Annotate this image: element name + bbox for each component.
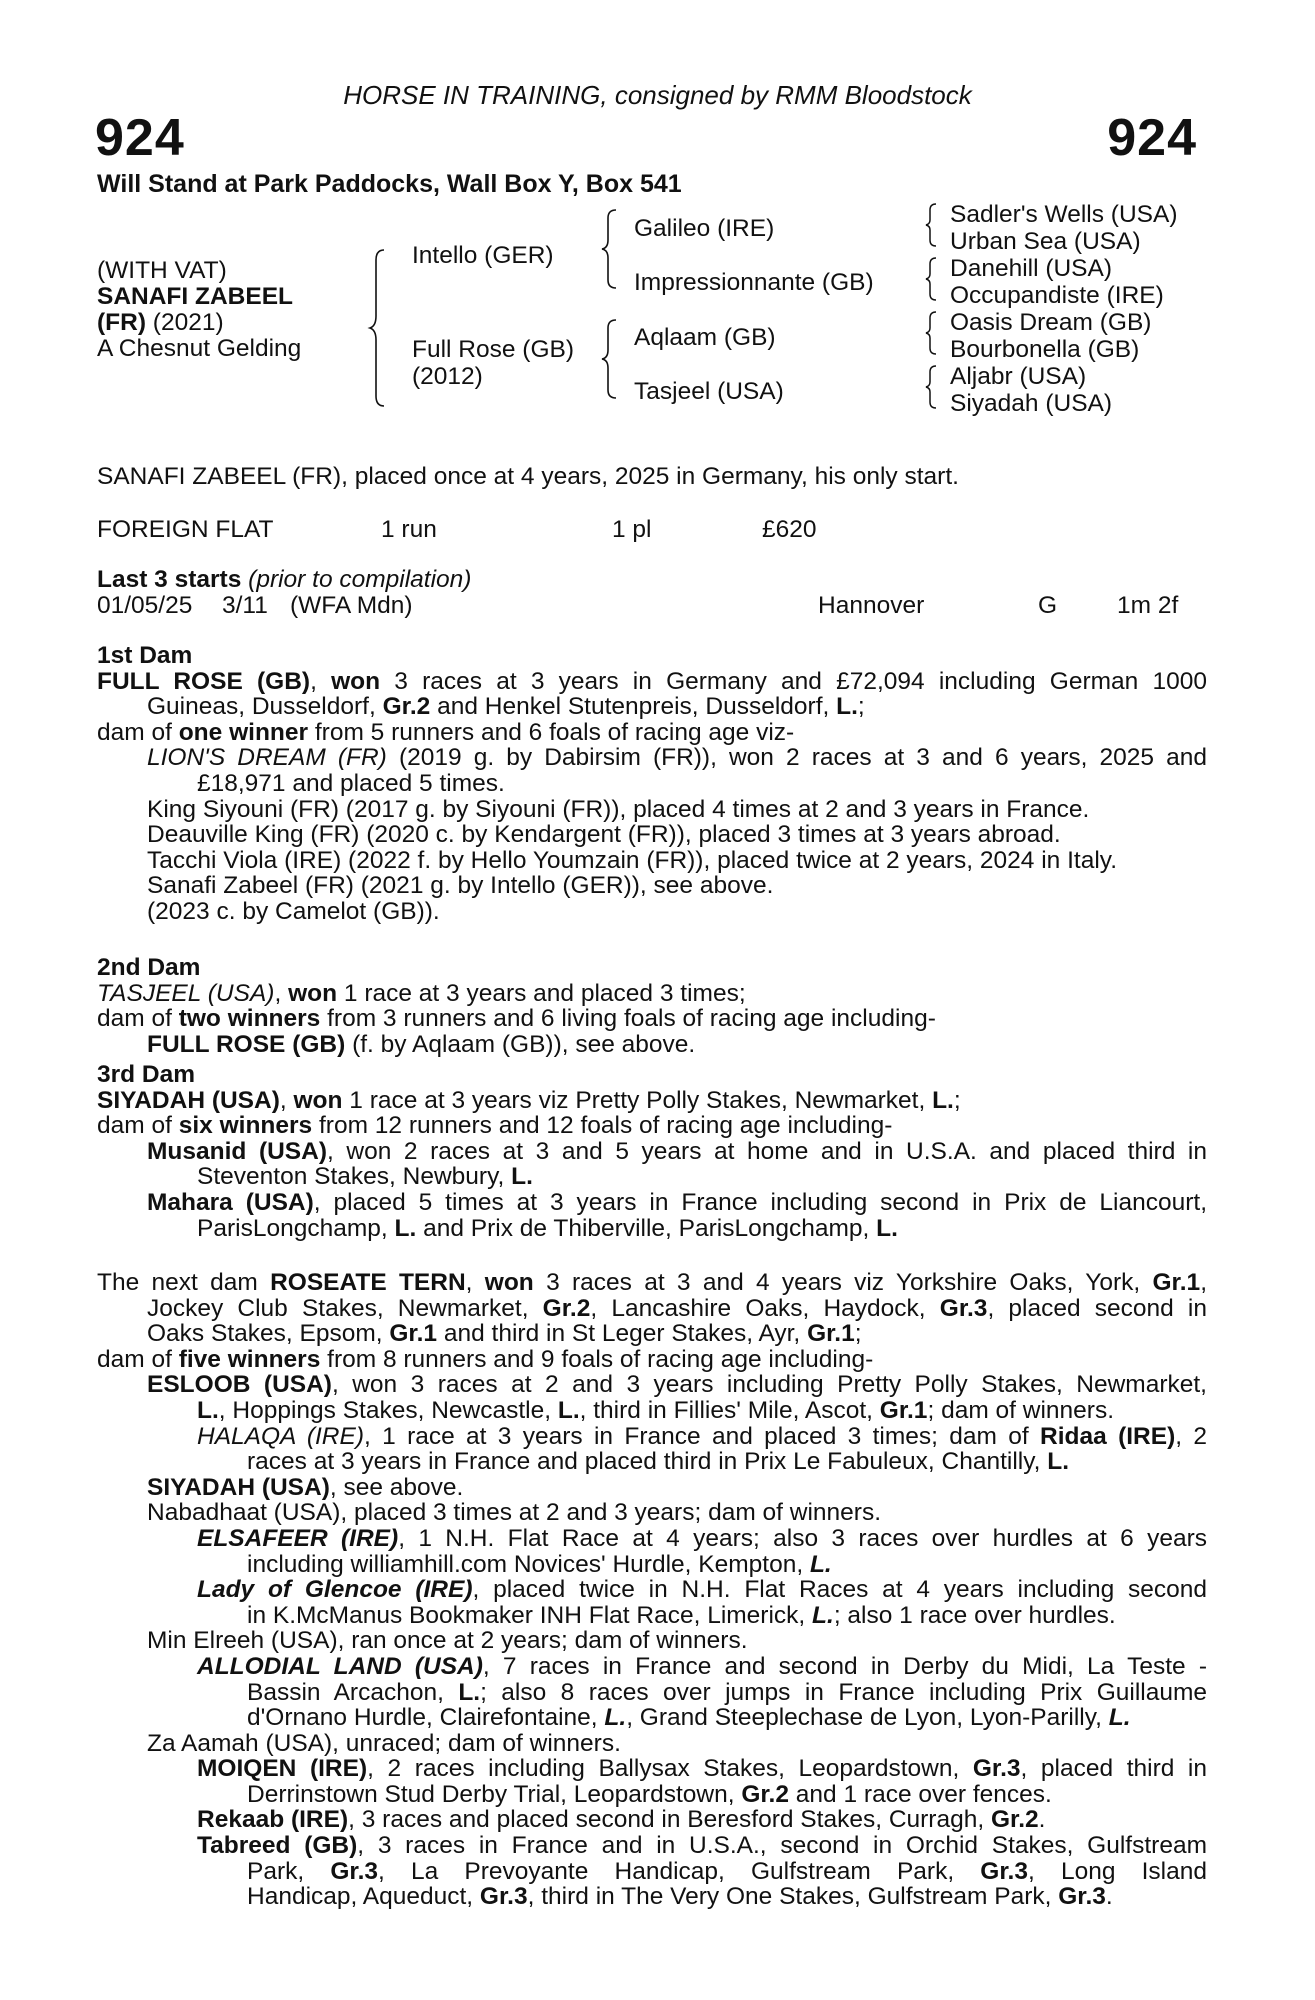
next-dam-line xyxy=(97,1680,1207,1706)
next-dam-text: , placed second in xyxy=(987,1294,1207,1322)
sire-dam-brace xyxy=(368,248,388,408)
first-dam-text: and Henkel Stutenpreis, Dusseldorf, xyxy=(430,693,837,721)
next-dam-text: , 3 races in France and in U.S.A., second in Orchid Stakes, Gulfstream xyxy=(357,1832,1207,1860)
second-dam-text: from 3 runners and 6 living foals of racing age including- xyxy=(320,1005,936,1033)
next-dam-line xyxy=(97,1884,1207,1910)
next-dam-text: , 7 races in France and second in Derby du Midi, La Teste - xyxy=(482,1652,1207,1680)
third-dam-text: 1 race at 3 years viz Pretty Polly Stakes, Newmarket, xyxy=(342,1086,933,1114)
next-dam-text: in K.McManus Bookmaker INH Flat Race, Limerick, xyxy=(247,1601,813,1629)
grade-label: Gr.3 xyxy=(980,1857,1028,1885)
pedigree-ssd: Urban Sea (USA) xyxy=(950,228,1141,255)
third-dam-text: Steventon Stakes, Newbury, xyxy=(197,1163,512,1191)
next-dam-line xyxy=(97,1424,1207,1450)
record-runs: 1 run xyxy=(381,516,437,543)
pedigree-sire-dam: Impressionnante (GB) xyxy=(634,269,874,296)
offspring-name: HALAQA (IRE) xyxy=(197,1422,364,1450)
lot-number-left: 924 xyxy=(95,109,185,167)
offspring-name: ELSAFEER (IRE) xyxy=(197,1524,399,1552)
pedigree-sss: Sadler's Wells (USA) xyxy=(950,201,1178,228)
offspring-name: MOIQEN (IRE) xyxy=(197,1755,368,1783)
next-dam-text: ; xyxy=(854,1320,862,1348)
first-dam-heading: 1st Dam xyxy=(97,642,193,669)
second-dam-winners: two winners xyxy=(178,1005,321,1033)
next-dam-name: ROSEATE TERN xyxy=(270,1269,466,1296)
third-dam-text: , won 2 races at 3 and 5 years at home and in U.S.A. and placed third in xyxy=(327,1137,1207,1165)
next-dam-line xyxy=(97,1859,1207,1885)
first-dam-won: won xyxy=(331,667,381,695)
first-dam-line: (2023 c. by Camelot (GB)). xyxy=(147,897,440,925)
next-dam-text: , Long Island xyxy=(1027,1857,1207,1885)
next-dam-text: , 3 races and placed second in Beresford Stakes, Curragh, xyxy=(348,1806,991,1834)
offspring-name: Ridaa (IRE) xyxy=(1040,1422,1176,1450)
next-dam-text: including williamhill.com Novices' Hurdle, Kempton, xyxy=(247,1550,810,1578)
last3-subtitle: (prior to compilation) xyxy=(241,566,472,593)
first-dam-line: FULL ROSE (GB), won 3 races at 3 years in Germany and £72,094 including German 1000 xyxy=(97,667,1207,695)
second-dam-text: dam of xyxy=(97,1005,179,1033)
listed-label: L. xyxy=(557,1396,580,1424)
pedigree-dss: Oasis Dream (GB) xyxy=(950,309,1152,336)
pedigree-sire: Intello (GER) xyxy=(412,242,554,269)
third-dam-winners: six winners xyxy=(178,1112,313,1140)
next-dam-line xyxy=(97,1577,1207,1603)
next-dam-line xyxy=(97,1372,1207,1398)
second-dam-text: 1 race at 3 years and placed 3 times; xyxy=(337,979,746,1007)
third-dam-text: ; xyxy=(953,1086,961,1114)
last3-race: (WFA Mdn) xyxy=(290,592,413,619)
grade-label: Gr.3 xyxy=(939,1294,988,1322)
page-header: HORSE IN TRAINING, consigned by RMM Bloodstock xyxy=(343,80,972,110)
next-dam-line xyxy=(97,1654,1207,1680)
record-placed: 1 pl xyxy=(612,516,652,543)
next-dam-line xyxy=(97,1321,1207,1347)
listed-label: L. xyxy=(932,1086,954,1114)
listed-label: L. xyxy=(1108,1704,1131,1732)
second-dam-line xyxy=(97,1032,1207,1058)
third-dam-text: ParisLongchamp, xyxy=(197,1214,395,1242)
next-dam-line xyxy=(97,1398,1207,1424)
ss-brace xyxy=(924,202,940,248)
offspring-name: FULL ROSE (GB) xyxy=(147,1030,346,1058)
record-label: FOREIGN FLAT xyxy=(97,516,274,543)
next-dam-text: The next dam xyxy=(97,1269,271,1296)
last3-distance: 1m 2f xyxy=(1117,592,1179,619)
grade-label: Gr.2 xyxy=(382,693,431,721)
next-dam-text: Park, xyxy=(247,1857,331,1885)
next-dam-line xyxy=(97,1552,1207,1578)
next-dam-line xyxy=(97,1705,1207,1731)
next-dam-text: , Grand Steeplechase de Lyon, Lyon-Parilly, xyxy=(626,1704,1109,1732)
next-dam-text: ; dam of winners. xyxy=(927,1396,1115,1424)
sd-brace xyxy=(924,256,940,302)
first-dam-line: Sanafi Zabeel (FR) (2021 g. by Intello (GER)), see above. xyxy=(147,872,774,900)
first-dam-section xyxy=(97,643,1207,925)
next-dam-line: Za Aamah (USA), unraced; dam of winners. xyxy=(147,1729,621,1757)
second-dam-line: TASJEEL (USA), won 1 race at 3 years and placed 3 times; xyxy=(97,979,746,1007)
last3-going: G xyxy=(1038,592,1058,619)
offspring-name: ESLOOB (USA) xyxy=(147,1371,332,1399)
horse-name-suffix xyxy=(97,310,224,336)
next-dam-text: Bassin Arcachon, xyxy=(247,1678,459,1706)
next-dam-text: and third in St Leger Stakes, Ayr, xyxy=(437,1320,808,1348)
next-dam-winners: five winners xyxy=(178,1345,321,1373)
next-dam-text: , Lancashire Oaks, Haydock, xyxy=(590,1294,940,1322)
first-dam-line: £18,971 and placed 5 times. xyxy=(197,769,505,797)
third-dam-heading: 3rd Dam xyxy=(97,1061,196,1088)
next-dam-text: d'Ornano Hurdle, Clairefontaine, xyxy=(247,1704,605,1732)
next-dam-line xyxy=(97,1782,1207,1808)
listed-label: L. xyxy=(394,1214,417,1242)
third-dam-line xyxy=(97,1164,1207,1190)
next-dam-text: races at 3 years in France and placed third in Prix Le Fabuleux, Chantilly, xyxy=(247,1448,1048,1476)
last3-position: 3/11 xyxy=(222,592,268,619)
offspring-name: Rekaab (IRE) xyxy=(197,1806,349,1834)
next-dam-line xyxy=(97,1296,1207,1322)
third-dam-won: won xyxy=(293,1086,343,1114)
next-dam-text: , 1 N.H. Flat Race at 4 years; also 3 races over hurdles at 6 years xyxy=(398,1524,1207,1552)
grade-label: Gr.2 xyxy=(990,1806,1039,1834)
second-dam-line xyxy=(97,1006,1207,1032)
grade-label: Gr.3 xyxy=(479,1883,528,1911)
next-dam-text: , Hoppings Stakes, Newcastle, xyxy=(218,1396,558,1424)
pedigree-dam-year: (2012) xyxy=(412,363,483,390)
first-dam-line xyxy=(97,745,1207,771)
offspring-name: ALLODIAL LAND (USA) xyxy=(197,1652,483,1680)
pedigree-sire-sire: Galileo (IRE) xyxy=(634,215,775,242)
listed-label: L. xyxy=(812,1601,834,1629)
sire-parents-brace xyxy=(600,208,620,290)
next-dam-text: Jockey Club Stakes, Newmarket, xyxy=(147,1294,543,1322)
next-dam-text: , 2 races including Ballysax Stakes, Leopardstown, xyxy=(367,1755,973,1783)
pedigree-dam: Full Rose (GB) xyxy=(412,336,575,363)
first-dam-text: 3 races at 3 years in Germany and £72,094 including German 1000 xyxy=(380,667,1207,695)
next-dam-text: ; also 8 races over jumps in France including Prix Guillaume xyxy=(480,1678,1207,1706)
first-dam-text: ; xyxy=(857,693,865,721)
listed-label: L. xyxy=(1047,1448,1070,1476)
grade-label: Gr.3 xyxy=(330,1857,379,1885)
vat-note: (WITH VAT) xyxy=(97,257,227,284)
third-dam-line xyxy=(97,1190,1207,1216)
listed-label: L. xyxy=(604,1704,627,1732)
last3-title: Last 3 starts xyxy=(97,566,242,593)
next-dam-line xyxy=(97,1603,1207,1629)
next-dam-text: , placed twice in N.H. Flat Races at 4 years including second xyxy=(472,1576,1207,1604)
next-dam-text: Oaks Stakes, Epsom, xyxy=(147,1320,390,1348)
pedigree-sdd: Occupandiste (IRE) xyxy=(950,282,1164,309)
pedigree-dds: Aljabr (USA) xyxy=(950,363,1087,390)
summary-line: SANAFI ZABEEL (FR), placed once at 4 years, 2025 in Germany, his only start. xyxy=(97,463,959,490)
second-dam-name: TASJEEL (USA) xyxy=(97,979,275,1007)
first-dam-text: dam of xyxy=(97,718,179,746)
third-dam-text: , placed 5 times at 3 years in France including second in Prix de Liancourt, xyxy=(313,1188,1207,1216)
first-dam-text: from 5 runners and 6 foals of racing age viz- xyxy=(308,718,795,746)
grade-label: Gr.3 xyxy=(1058,1883,1106,1911)
next-dam-text: dam of xyxy=(97,1345,179,1373)
pedigree-dam-sire: Aqlaam (GB) xyxy=(634,324,776,351)
next-dam-line xyxy=(97,1347,1207,1373)
next-dam-line xyxy=(97,1807,1207,1833)
offspring-name: Lady of Glencoe (IRE) xyxy=(197,1576,473,1604)
offspring-name: Musanid (USA) xyxy=(147,1137,327,1165)
dam-parents-brace xyxy=(600,318,620,400)
next-dam-text: , 1 race at 3 years in France and placed 3 times; dam of xyxy=(363,1422,1041,1450)
next-dam-line: Nabadhaat (USA), placed 3 times at 2 and 3 years; dam of winners. xyxy=(147,1499,882,1527)
second-dam-text: (f. by Aqlaam (GB)), see above. xyxy=(345,1030,696,1058)
next-dam-line: Min Elreeh (USA), ran once at 2 years; dam of winners. xyxy=(147,1627,748,1655)
third-dam-text: from 12 runners and 12 foals of racing age including- xyxy=(312,1112,893,1140)
horse-description: A Chesnut Gelding xyxy=(97,335,302,362)
grade-label: Gr.1 xyxy=(807,1320,855,1348)
third-dam-section xyxy=(97,1062,1207,1241)
listed-label: L. xyxy=(876,1214,898,1242)
next-dam-text: from 8 runners and 9 foals of racing age including- xyxy=(320,1345,874,1373)
third-dam-name: SIYADAH (USA) xyxy=(97,1086,280,1114)
third-dam-line xyxy=(97,1139,1207,1165)
pedigree-ddd: Siyadah (USA) xyxy=(950,390,1113,417)
next-dam-text: ; also 1 race over hurdles. xyxy=(833,1601,1116,1629)
first-dam-line xyxy=(97,720,1207,746)
third-dam-line: SIYADAH (USA), won 1 race at 3 years viz Pretty Polly Stakes, Newmarket, L.; xyxy=(97,1086,961,1114)
first-dam-winners: one winner xyxy=(178,718,309,746)
next-dam-text: , placed third in xyxy=(1020,1755,1208,1783)
pedigree-dam-dam: Tasjeel (USA) xyxy=(634,378,784,405)
next-dam-line: The next dam ROSEATE TERN, won 3 races at 3 and 4 years viz Yorkshire Oaks, York, Gr.1, xyxy=(97,1269,1207,1296)
listed-label: L. xyxy=(458,1678,481,1706)
next-dam-line xyxy=(97,1449,1207,1475)
third-dam-line xyxy=(97,1113,1207,1139)
horse-name: SANAFI ZABEEL xyxy=(97,283,293,310)
next-dam-line xyxy=(97,1526,1207,1552)
next-dam-text: . xyxy=(1105,1883,1113,1911)
next-dam-text: , La Prevoyante Handicap, Gulfstream Park, xyxy=(378,1857,981,1885)
first-dam-line: Deauville King (FR) (2020 c. by Kendargent (FR)), placed 3 times at 3 years abroad. xyxy=(147,821,1061,849)
next-dam-text: , third in The Very One Stakes, Gulfstream Park, xyxy=(527,1883,1059,1911)
next-dam-won: won xyxy=(484,1269,534,1296)
grade-label: Gr.1 xyxy=(1152,1269,1201,1296)
offspring-name: LION'S DREAM (FR) xyxy=(147,744,387,772)
next-dam-text: and 1 race over fences. xyxy=(789,1780,1052,1808)
ds-brace xyxy=(924,310,940,356)
next-dam-text: . xyxy=(1038,1806,1046,1834)
grade-label: Gr.1 xyxy=(389,1320,438,1348)
grade-label: Gr.1 xyxy=(879,1396,928,1424)
pedigree-dsd: Bourbonella (GB) xyxy=(950,336,1140,363)
listed-label: L. xyxy=(836,693,858,721)
stand-location: Will Stand at Park Paddocks, Wall Box Y, Box 541 xyxy=(97,170,682,198)
grade-label: Gr.2 xyxy=(741,1780,789,1808)
first-dam-line: Tacchi Viola (IRE) (2022 f. by Hello Youmzain (FR)), placed twice at 2 years, 2024 in Italy. xyxy=(147,846,1118,874)
listed-label: L. xyxy=(809,1550,832,1578)
offspring-name: SIYADAH (USA) xyxy=(147,1473,330,1501)
first-dam-line: King Siyouni (FR) (2017 g. by Siyouni (FR)), placed 4 times at 2 and 3 years in France. xyxy=(147,795,1090,823)
next-dam-text: , won 3 races at 2 and 3 years including Pretty Polly Stakes, Newmarket, xyxy=(331,1371,1207,1399)
lot-number-right: 924 xyxy=(1107,109,1197,167)
last3-course: Hannover xyxy=(818,592,925,619)
offspring-name: Tabreed (GB) xyxy=(197,1832,358,1860)
next-dam-text: , third in Fillies' Mile, Ascot, xyxy=(579,1396,880,1424)
next-dam-line xyxy=(97,1475,1207,1501)
third-dam-text: and Prix de Thiberville, ParisLongchamp, xyxy=(416,1214,877,1242)
next-dam-text: 3 races at 3 and 4 years viz Yorkshire Oaks, York, xyxy=(533,1269,1153,1296)
next-dam-text: , 2 xyxy=(1175,1422,1207,1450)
first-dam-text: (2019 g. by Dabirsim (FR)), won 2 races at 3 and 6 years, 2025 and xyxy=(386,744,1207,772)
first-dam-text: Guineas, Dusseldorf, xyxy=(147,693,383,721)
first-dam-line xyxy=(97,694,1207,720)
next-dam-text: , see above. xyxy=(329,1473,464,1501)
last3-heading xyxy=(97,566,471,594)
horse-year: (2021) xyxy=(145,309,224,336)
next-dam-line xyxy=(97,1756,1207,1782)
next-dam-text: Derrinstown Stud Derby Trial, Leopardstown, xyxy=(247,1780,742,1808)
grade-label: Gr.2 xyxy=(542,1294,591,1322)
listed-label: L. xyxy=(511,1163,533,1191)
third-dam-line xyxy=(97,1216,1207,1242)
next-dam-text: Handicap, Aqueduct, xyxy=(247,1883,480,1911)
record-earnings: £620 xyxy=(762,516,817,543)
second-dam-section xyxy=(97,955,1207,1057)
listed-label: L. xyxy=(197,1396,219,1424)
dd-brace xyxy=(924,364,940,410)
grade-label: Gr.3 xyxy=(972,1755,1021,1783)
first-dam-name: FULL ROSE (GB) xyxy=(97,667,311,695)
third-dam-text: dam of xyxy=(97,1112,179,1140)
last3-date: 01/05/25 xyxy=(97,592,193,619)
next-dam-section xyxy=(97,1270,1207,1910)
offspring-name: Mahara (USA) xyxy=(147,1188,314,1216)
horse-country: (FR) xyxy=(97,309,146,336)
second-dam-heading: 2nd Dam xyxy=(97,954,201,981)
next-dam-line xyxy=(97,1833,1207,1859)
pedigree-sds: Danehill (USA) xyxy=(950,255,1113,282)
second-dam-won: won xyxy=(288,979,338,1007)
